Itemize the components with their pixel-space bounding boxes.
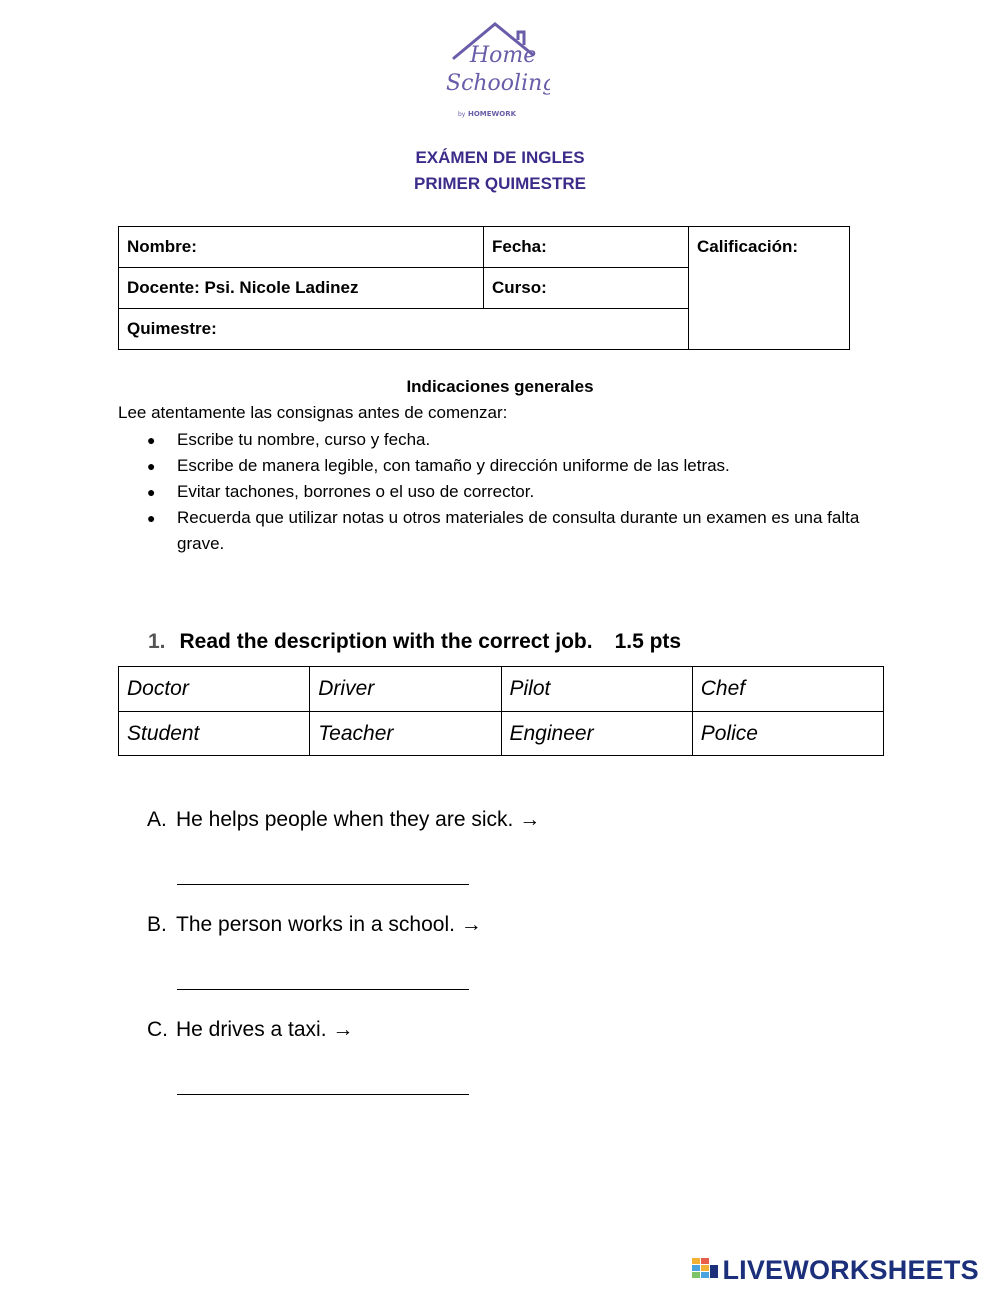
bullet-icon: ● [147,510,156,526]
grade-field: Calificación: [689,227,850,350]
question-text: Read the description with the correct job. [179,630,593,653]
job-cell: Teacher [310,712,501,756]
indications-list [140,427,880,557]
house-logo-icon [440,18,550,122]
exam-title: EXÁMEN DE INGLES [415,148,585,167]
bullet-icon: ● [147,458,156,474]
liveworksheets-logo-icon [692,1256,718,1285]
bullet-icon: ● [147,484,156,500]
date-field[interactable]: Fecha: [484,227,689,268]
logo-text-schooling: Schooling [446,71,550,96]
student-info-table [118,226,850,350]
home-schooling-logo [440,18,550,122]
job-cell: Police [692,712,883,756]
list-item: ● Recuerda que utilizar notas u otros materiales de consulta durante un examen es una falta grave. [140,505,880,557]
liveworksheets-wordmark: LIVEWORKSHEETS [722,1255,979,1285]
bullet-icon: ● [147,432,156,448]
job-cell: Student [119,712,310,756]
liveworksheets-brand [692,1255,979,1285]
job-cell: Engineer [501,712,692,756]
logo-text-by: by [458,111,466,118]
indications-intro: Lee atentamente las consignas antes de comenzar: [118,403,508,422]
job-cell: Doctor [119,667,310,712]
answer-line-c[interactable] [177,1094,469,1095]
list-item: ● Evitar tachones, borrones o el uso de corrector. [140,479,880,505]
exam-subtitle: PRIMER QUIMESTRE [414,174,586,193]
job-cell: Pilot [501,667,692,712]
question-1-title [148,630,681,654]
indications-title: Indicaciones generales [406,377,594,396]
sentence-a: A. He helps people when they are sick. → [147,808,541,831]
jobs-word-bank [118,666,884,756]
sentence-c: C. He drives a taxi. → [147,1018,354,1041]
job-cell: Chef [692,667,883,712]
logo-text-brand: HOMEWORK [468,110,517,118]
question-number: 1. [148,630,166,653]
course-field[interactable]: Curso: [484,268,689,309]
answer-line-a[interactable] [177,884,469,885]
sentence-b: B. The person works in a school. → [147,913,482,936]
logo-text-home: Home [470,43,537,68]
term-field[interactable]: Quimestre: [119,309,689,350]
job-cell: Driver [310,667,501,712]
teacher-field: Docente: Psi. Nicole Ladinez [119,268,484,309]
list-item: ● Escribe tu nombre, curso y fecha. [140,427,880,453]
answer-line-b[interactable] [177,989,469,990]
list-item: ● Escribe de manera legible, con tamaño y dirección uniforme de las letras. [140,453,880,479]
question-points: 1.5 pts [614,630,682,653]
name-field[interactable]: Nombre: [119,227,484,268]
